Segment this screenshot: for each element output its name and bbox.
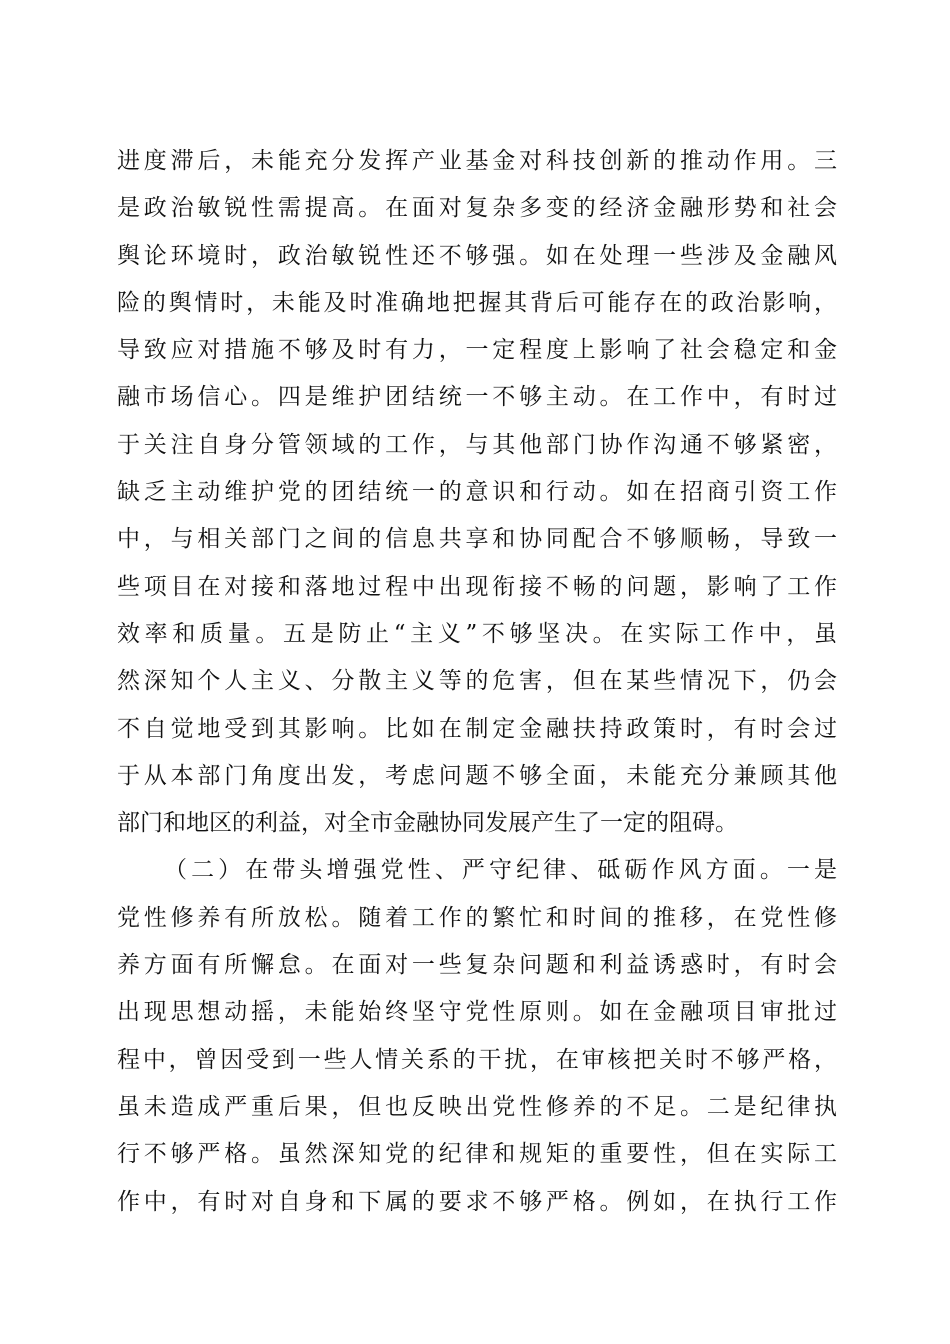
text-line: 行不够严格。虽然深知党的纪律和规矩的重要性，但在实际工 [117, 1141, 837, 1168]
text-line: 融市场信心。四是维护团结统一不够主动。在工作中，有时过 [117, 384, 837, 411]
text-line: 缺乏主动维护党的团结统一的意识和行动。如在招商引资工作 [117, 479, 837, 506]
text-line: 些项目在对接和落地过程中出现衔接不畅的问题，影响了工作 [117, 573, 837, 600]
paragraph-2 [117, 847, 837, 1225]
text-line: 虽未造成严重后果，但也反映出党性修养的不足。二是纪律执 [117, 1093, 837, 1120]
text-line: 效率和质量。五是防止“主义”不够坚决。在实际工作中，虽 [117, 620, 837, 647]
text-line: 党性修养有所放松。随着工作的繁忙和时间的推移，在党性修 [117, 904, 837, 931]
text-line: 于从本部门角度出发，考虑问题不够全面，未能充分兼顾其他 [117, 762, 837, 789]
text-line: 于关注自身分管领域的工作，与其他部门协作沟通不够紧密， [117, 431, 837, 458]
text-line: 中，与相关部门之间的信息共享和协同配合不够顺畅，导致一 [117, 526, 837, 553]
text-line: 不自觉地受到其影响。比如在制定金融扶持政策时，有时会过 [117, 715, 837, 742]
text-line: 程中，曾因受到一些人情关系的干扰，在审核把关时不够严格， [117, 1046, 837, 1073]
text-line: 舆论环境时，政治敏锐性还不够强。如在处理一些涉及金融风 [117, 242, 837, 269]
text-line: 作中，有时对自身和下属的要求不够严格。例如，在执行工作 [117, 1188, 837, 1215]
document-body [117, 138, 837, 1226]
text-line: 出现思想动摇，未能始终坚守党性原则。如在金融项目审批过 [117, 999, 837, 1026]
text-line: 是政治敏锐性需提高。在面对复杂多变的经济金融形势和社会 [117, 195, 837, 222]
text-line: 进度滞后，未能充分发挥产业基金对科技创新的推动作用。三 [117, 148, 837, 174]
text-line: 险的舆情时，未能及时准确地把握其背后可能存在的政治影响， [117, 289, 837, 316]
text-line: 然深知个人主义、分散主义等的危害，但在某些情况下，仍会 [117, 668, 837, 695]
text-line: 养方面有所懈怠。在面对一些复杂问题和利益诱惑时，有时会 [117, 952, 837, 979]
text-line: 部门和地区的利益，对全市金融协同发展产生了一定的阻碍。 [117, 810, 738, 837]
paragraph-1 [117, 138, 837, 847]
text-line: 导致应对措施不够及时有力，一定程度上影响了社会稳定和金 [117, 337, 837, 364]
section-heading-line: （二）在带头增强党性、严守纪律、砥砺作风方面。一是 [164, 857, 837, 884]
